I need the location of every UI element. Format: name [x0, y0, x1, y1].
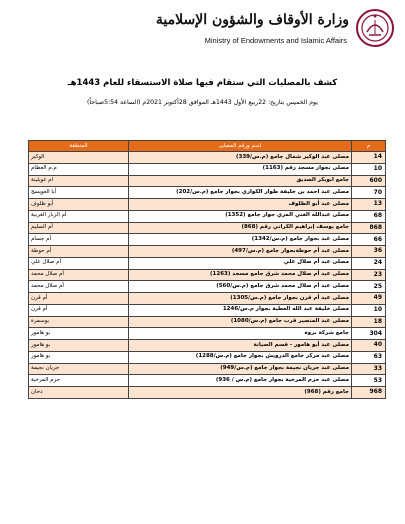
column-header-number: م — [352, 141, 386, 152]
row-number-cell: 13 — [352, 199, 386, 211]
column-header-name: اسم ورقم المصلى — [129, 141, 352, 152]
table-row — [29, 293, 386, 305]
row-name-cell: مصلى عبد أبو الظلوف — [129, 199, 352, 211]
row-name-cell: مصلى عبدالله الغني المري جوار جامع (1352) — [129, 210, 352, 222]
row-number-cell: 68 — [352, 210, 386, 222]
row-area-cell: حزم المرخية — [29, 375, 129, 387]
row-area-cell: أبو ظلوف — [29, 199, 129, 211]
table-row — [29, 340, 386, 352]
row-number-cell: 40 — [352, 340, 386, 352]
row-area-cell: بو هامور — [29, 340, 129, 352]
table-row — [29, 328, 386, 340]
row-area-cell: بو هامور — [29, 328, 129, 340]
row-number-cell: 18 — [352, 316, 386, 328]
row-number-cell: 25 — [352, 281, 386, 293]
row-number-cell: 66 — [352, 234, 386, 246]
table-row — [29, 351, 386, 363]
table-header-row — [29, 141, 386, 152]
row-area-cell: الوكير — [29, 152, 129, 164]
row-area-cell: أم قرن — [29, 304, 129, 316]
row-name-cell: مصلى عبد أم قرن بجوار جامع (م.س/1305) — [129, 293, 352, 305]
row-name-cell: جامع ابوبكر الصديق — [129, 175, 352, 187]
row-area-cell: م.م العظام — [29, 163, 129, 175]
row-number-cell: 63 — [352, 351, 386, 363]
row-area-cell: أم السليم — [29, 222, 129, 234]
row-number-cell: 304 — [352, 328, 386, 340]
ministry-name-english: Ministry of Endowments and Islamic Affairs — [204, 36, 347, 45]
table-row — [29, 269, 386, 281]
table-row — [29, 234, 386, 246]
row-area-cell: أم قرن — [29, 293, 129, 305]
page-title: كشف بالمصليات التي ستقام فيها صلاة الاستسقاء للعام 1443هـ — [67, 78, 338, 88]
row-name-cell: مصلى عبد حزم المرخية بجوار جامع (م.س / 936) — [129, 375, 352, 387]
row-name-cell: جامع شركة بروة — [129, 328, 352, 340]
row-number-cell: 24 — [352, 257, 386, 269]
page-header — [0, 0, 405, 56]
row-number-cell: 23 — [352, 269, 386, 281]
row-name-cell: جامع يوسف إبراهيم الكراني رقم (868) — [129, 222, 352, 234]
table-row — [29, 281, 386, 293]
row-area-cell: دخان — [29, 387, 129, 399]
row-number-cell: 53 — [352, 375, 386, 387]
row-area-cell: أبا العويسج — [29, 187, 129, 199]
page-subtitle: يوم الخميس بتاريخ: 22ربيع الأول 1443هـ الموافق 28أكتوبر 2021م (الساعة 5:54صباحاً) — [87, 99, 318, 106]
row-name-cell: جامع رقم (968) — [129, 387, 352, 399]
row-name-cell: مصلى عبد احمد بن خليفة طوار الكواري بجوار جامع (م.س/202) — [129, 187, 352, 199]
row-name-cell: مصلى عبد أم حوطةبجوار جامع (م.س/497) — [129, 246, 352, 258]
row-area-cell: ام غويلينة — [29, 175, 129, 187]
table-row — [29, 387, 386, 399]
ministry-name-arabic: وزارة الأوقاف والشؤون الإسلامية — [155, 12, 349, 28]
row-number-cell: 10 — [352, 304, 386, 316]
row-number-cell: 14 — [352, 152, 386, 164]
row-number-cell: 600 — [352, 175, 386, 187]
row-number-cell: 36 — [352, 246, 386, 258]
table-row — [29, 222, 386, 234]
table-row — [29, 375, 386, 387]
row-name-cell: مصلى خليفة عبد الله العطية بجوار م.س/1246 — [129, 304, 352, 316]
row-area-cell: أم صلال محمد — [29, 269, 129, 281]
table-body — [29, 152, 386, 399]
row-name-cell: مصلى عبد مركز جامع الدرويش بجوار جامع (م.س/1288) — [129, 351, 352, 363]
row-number-cell: 10 — [352, 163, 386, 175]
table-row — [29, 304, 386, 316]
table-row — [29, 257, 386, 269]
row-name-cell: مصلى عبد أم صلال محمد شرق جامع (م.س/560) — [129, 281, 352, 293]
row-number-cell: 968 — [352, 387, 386, 399]
table-row — [29, 316, 386, 328]
table-row — [29, 187, 386, 199]
row-name-cell: مصلى بجوار مسجد رقم (1163) — [129, 163, 352, 175]
row-area-cell: بوسمرة — [29, 316, 129, 328]
row-name-cell: مصلى عبد أم صلال محمد شرق جامع مسجد (1263) — [129, 269, 352, 281]
table-row — [29, 363, 386, 375]
table-row — [29, 246, 386, 258]
state-emblem-icon — [355, 8, 395, 48]
row-area-cell: أم صلال محمد — [29, 281, 129, 293]
column-header-area: المنطقة — [29, 141, 129, 152]
table-row — [29, 163, 386, 175]
row-area-cell: أم حوطة — [29, 246, 129, 258]
row-number-cell: 49 — [352, 293, 386, 305]
row-area-cell: جريان نجيمة — [29, 363, 129, 375]
row-number-cell: 70 — [352, 187, 386, 199]
row-name-cell: مصلى عبد أبو هامور - قسم الصيانة — [129, 340, 352, 352]
row-name-cell: مصلى عبد أم صلال علي — [129, 257, 352, 269]
row-name-cell: مصلى عبد الوكير شمال جامع (م.س/339) — [129, 152, 352, 164]
row-number-cell: 33 — [352, 363, 386, 375]
table-row — [29, 199, 386, 211]
row-name-cell: مصلى عبد المنصير قرب جامع (م.س/1080) — [129, 316, 352, 328]
table-row — [29, 210, 386, 222]
row-name-cell: مصلى عبد بجوار جامع (م.س/1342) — [129, 234, 352, 246]
row-area-cell: أم جسام — [29, 234, 129, 246]
row-area-cell: أم صلال علي — [29, 257, 129, 269]
table-row — [29, 175, 386, 187]
row-area-cell: أم الزبار الغربية — [29, 210, 129, 222]
row-number-cell: 868 — [352, 222, 386, 234]
prayer-locations-table — [28, 140, 386, 399]
row-name-cell: مصلى عبد جريان نجيمة بجوار جامع (م.س/949) — [129, 363, 352, 375]
table-row — [29, 152, 386, 164]
row-area-cell: بو هامور — [29, 351, 129, 363]
